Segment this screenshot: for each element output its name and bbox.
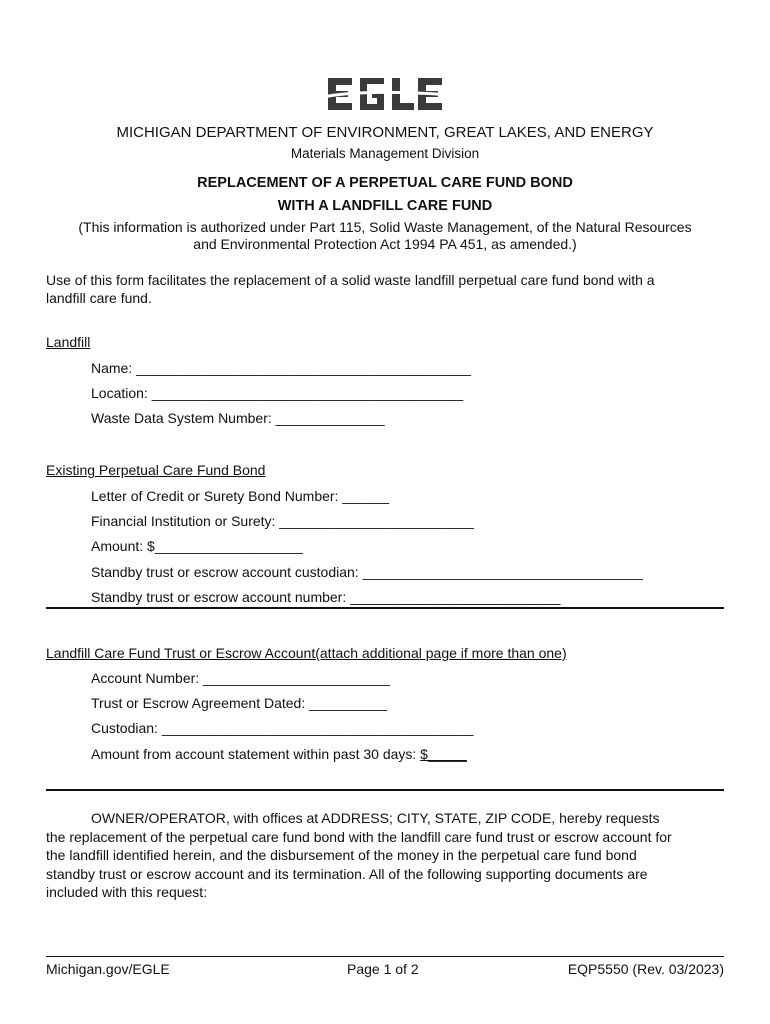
standby-custodian-field[interactable]: Standby trust or escrow account custodian: ____________________________________: [91, 564, 643, 580]
request-line1: OWNER/OPERATOR, with offices at ADDRESS; CITY, STATE, ZIP CODE, hereby requests: [91, 810, 660, 826]
landfill-name-field[interactable]: Name: ___________________________________________: [91, 360, 471, 376]
form-title-line2: WITH A LANDFILL CARE FUND: [277, 198, 493, 214]
care-fund-account-number-field[interactable]: Account Number: ________________________: [91, 670, 390, 686]
footer-form-id: EQP5550 (Rev. 03/2023): [567, 961, 724, 977]
egle-logo-graphic: [326, 76, 444, 112]
statement-amount-value: $_____: [420, 746, 467, 762]
statement-amount-label: Amount from account statement within past 30 days:: [91, 746, 421, 762]
intro-line1: Use of this form facilitates the replacement of a solid waste landfill perpetual care fund bond with a: [46, 272, 655, 288]
division-name: Materials Management Division: [290, 146, 480, 161]
footer-page-number: Page 1 of 2: [347, 961, 419, 977]
bond-number-field[interactable]: Letter of Credit or Surety Bond Number: ______: [91, 488, 390, 504]
form-title-line1: REPLACEMENT OF A PERPETUAL CARE FUND BOND: [197, 175, 573, 191]
intro-line2: landfill care fund.: [46, 290, 152, 306]
bond-amount-value: $___________________: [147, 538, 303, 554]
request-line3: the landfill identified herein, and the disbursement of the money in the perpetual care fund bond: [46, 847, 637, 863]
landfill-location-field[interactable]: Location: ________________________________________: [91, 385, 464, 401]
section-divider: [46, 607, 724, 609]
landfill-heading: Landfill: [46, 334, 91, 350]
request-line2: the replacement of the perpetual care fund bond with the landfill care fund trust or escrow account for: [46, 829, 672, 845]
bond-amount-field[interactable]: [91, 538, 303, 554]
request-line4: standby trust or escrow account and its termination. All of the following supporting documents are: [46, 866, 648, 882]
financial-institution-field[interactable]: Financial Institution or Surety: _________________________: [91, 513, 474, 529]
egle-logo: [326, 76, 444, 112]
existing-bond-heading: Existing Perpetual Care Fund Bond: [46, 462, 266, 478]
authority-line2: and Environmental Protection Act 1994 PA 451, as amended.): [193, 236, 577, 252]
authority-line1: (This information is authorized under Part 115, Solid Waste Management, of the Natural Resources: [78, 219, 692, 235]
footer-rule: [46, 956, 724, 957]
request-line5: included with this request:: [46, 884, 208, 900]
department-name: MICHIGAN DEPARTMENT OF ENVIRONMENT, GREAT LAKES, AND ENERGY: [116, 124, 654, 141]
statement-amount-field[interactable]: [91, 746, 467, 762]
care-fund-heading: Landfill Care Fund Trust or Escrow Account(attach additional page if more than one): [46, 645, 567, 661]
agreement-dated-field[interactable]: Trust or Escrow Agreement Dated: __________: [91, 695, 387, 711]
footer-website: Michigan.gov/EGLE: [46, 961, 170, 977]
bond-amount-label: Amount:: [91, 538, 148, 554]
care-fund-custodian-field[interactable]: Custodian: ________________________________________: [91, 720, 474, 736]
section-divider: [46, 789, 724, 791]
waste-data-system-number-field[interactable]: Waste Data System Number: ______________: [91, 410, 385, 426]
standby-account-number-field[interactable]: Standby trust or escrow account number: ___________________________: [91, 589, 561, 605]
